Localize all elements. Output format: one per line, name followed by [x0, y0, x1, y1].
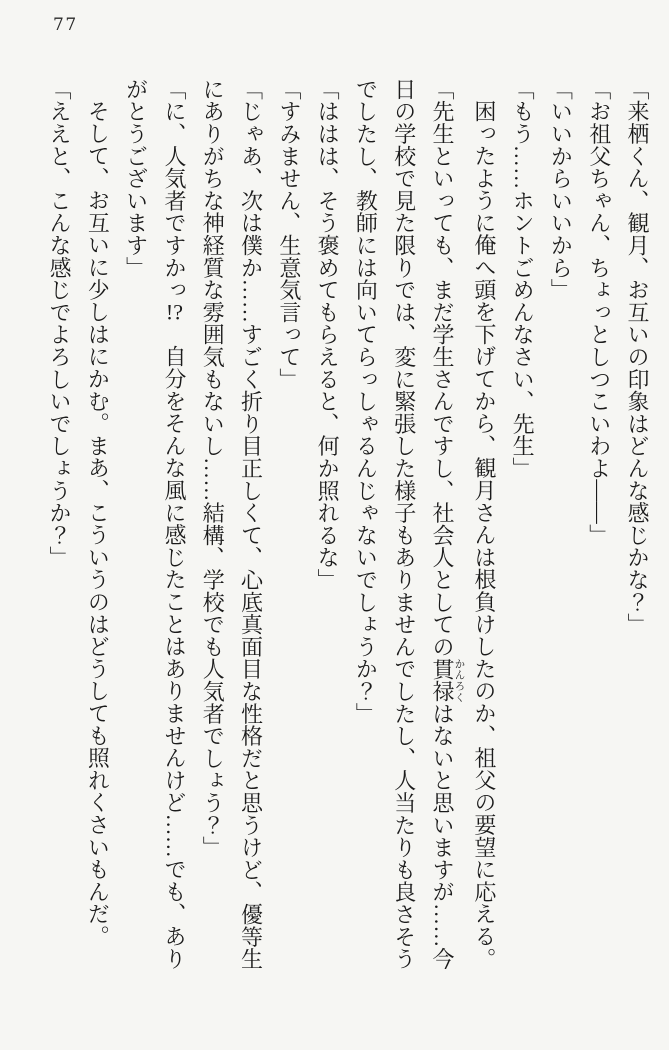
text-line: がとうございます」 — [123, 78, 149, 279]
text-line-with-tatechuyoko — [155, 78, 193, 974]
text-line: 「いいからいいから」 — [548, 78, 574, 301]
text-line-with-furigana — [423, 78, 465, 974]
exclamation-question-mark: !? — [165, 301, 183, 323]
text-line: 「もう……ホントごめんなさい、先生」 — [510, 78, 536, 480]
furigana-text: かんろく — [453, 657, 465, 703]
text-line: そして、お互いに少しはにかむ。まあ、こういうのはどうしても照れくさいもんだ。 — [85, 100, 111, 948]
text-line: 困ったように俺へ頭を下げてから、観月さんは根負けしたのか、祖父の要望に応える。 — [471, 100, 497, 970]
furigana-base: 貫禄 — [430, 657, 456, 703]
text-line: 日の学校で見た限りでは、変に緊張した様子もありませんでしたし、人当たりも良さそう — [391, 78, 417, 970]
text-line: 「ええと、こんな感じでよろしいでしょうか？」 — [47, 78, 73, 569]
text-segment: 「に、人気者ですかっ — [161, 78, 187, 301]
text-line: 「じゃあ、次は僕か……すごく折り目正しくて、心底真面目な性格だと思うけど、優等生 — [238, 78, 264, 970]
text-line: にありがちな神経質な雰囲気もないし……結構、学校でも人気者でしょう？」 — [200, 78, 226, 859]
furigana-ruby — [430, 657, 465, 703]
vertical-text-block — [40, 78, 656, 974]
text-line: 「すみません、生意気言って」 — [276, 78, 302, 391]
text-segment: 自分をそんな風に感じたことはありませんけど……でも、あり — [161, 323, 187, 970]
text-line: 「来栖くん、観月、お互いの印象はどんな感じかな？」 — [625, 78, 650, 636]
text-segment: はないと思いますが……今 — [430, 702, 456, 971]
text-line: 「お祖父ちゃん、ちょっとしつこいわよ――」 — [586, 78, 612, 547]
page-number: 77 — [53, 15, 78, 35]
text-line: でしたし、教師には向いてらっしゃるんじゃないでしょうか？」 — [353, 78, 379, 725]
text-line: 「ははは、そう褒めてもらえると、何か照れるな」 — [315, 78, 341, 591]
text-segment: 「先生といっても、まだ学生さんですし、社会人としての — [430, 78, 456, 658]
